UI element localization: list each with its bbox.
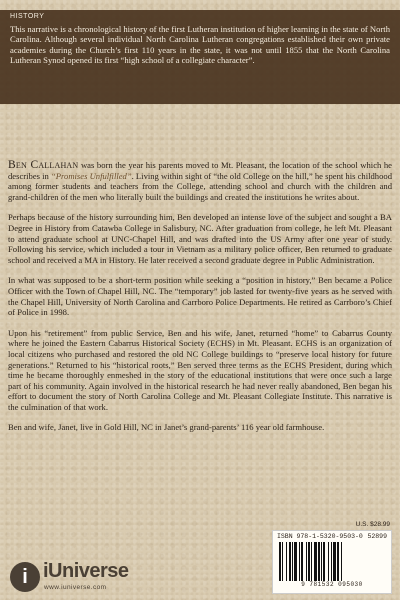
history-text: This narrative is a chronological history of the first Lutheran institution of higher learning in the state of North Carolina. Although several individual North Carolina Lutheran congregations established their own private academies during the Church’s first 110 years in the state, it was not until 1855 that the North Carolina Lutheran Synod opened its first “high school of a collegiate character”.	[10, 23, 390, 66]
author-name: Ben Callahan	[8, 159, 79, 171]
history-heading: HISTORY	[10, 13, 45, 20]
bio-paragraph-1-text-b: . Living within sight of “the old College on the hill,” he spent his childhood among former students and teachers from the College, attending school and church with the children and grand-children of the men who literally built the buildings and created the institutions he writes about.	[8, 170, 392, 202]
bio-paragraph-5: Ben and wife, Janet, live in Gold Hill, NC in Janet’s grand-parents’ 116 year old farmhouse.	[8, 422, 325, 433]
bio-paragraph-2: Perhaps because of the history surrounding him, Ben developed an intense love of the subject and sought a BA Degree in History from Catawba College in Salisbury, NC. After graduation from college, he left Mt. Pleasant to attend graduate school at UNC-Chapel Hill, and was drafted into the US Army after one year of study. Following his service, which included a tour in Vietnam as a military police officer, Ben returned to graduate school and received a MA in History. He later received a second graduate degree in Public Administration.	[8, 212, 392, 265]
publisher-logo-icon: i	[10, 562, 40, 592]
publisher-logo	[10, 560, 160, 594]
bio-paragraph-4: Upon his “retirement” from public Service, Ben and his wife, Janet, returned “home” to Cabarrus County where he joined the Eastern Cabarrus Historical Society (ECHS) in Mt. Pleasant. ECHS is an organization of local citizens who purchased and restored the old NC College buildings to “preserve local history for future generations.” Returned to his “historical roots,” Ben served three terms as the ECHS President, during which time he became thoroughly enmeshed in the story of the educational institutions that were once such a large part of his community. Again involved in the historical research he had never really abandoned, Ben began his effort to document the story of North Carolina College and Mt. Pleasant Collegiate Institute. This narrative is the culmination of that work.	[8, 327, 392, 412]
publisher-url: www.iuniverse.com	[44, 584, 107, 591]
history-panel	[0, 10, 400, 104]
author-bio	[8, 160, 392, 443]
book-title-reference: “Promises Unfulfilled”	[50, 170, 132, 181]
publisher-name: iUniverse	[43, 560, 129, 582]
barcode-bars	[277, 542, 387, 581]
barcode-addon: 52899	[367, 533, 387, 540]
bio-paragraph-1-text-a: was born the year his parents moved to Mt. Pleasant, the location of the school which he describes in	[8, 160, 392, 181]
isbn-text: ISBN 978-1-5320-9503-0	[277, 533, 363, 540]
bio-paragraph-1	[8, 160, 392, 202]
price-label: U.S. $28.99	[355, 521, 390, 528]
bio-paragraph-3: In what was supposed to be a short-term position while seeking a “position in history,” Ben became a Police Officer with the Town of Chapel Hill, NC. The “temporary” job lasted for twenty-five years as he served with the Chapel Hill, University of North Carolina and Carrboro Police Departments. He retired as Carrboro’s Chief of Police in 1998.	[8, 275, 392, 318]
barcode-digits: 9 781532 095030	[301, 580, 363, 588]
isbn-barcode	[272, 530, 392, 594]
